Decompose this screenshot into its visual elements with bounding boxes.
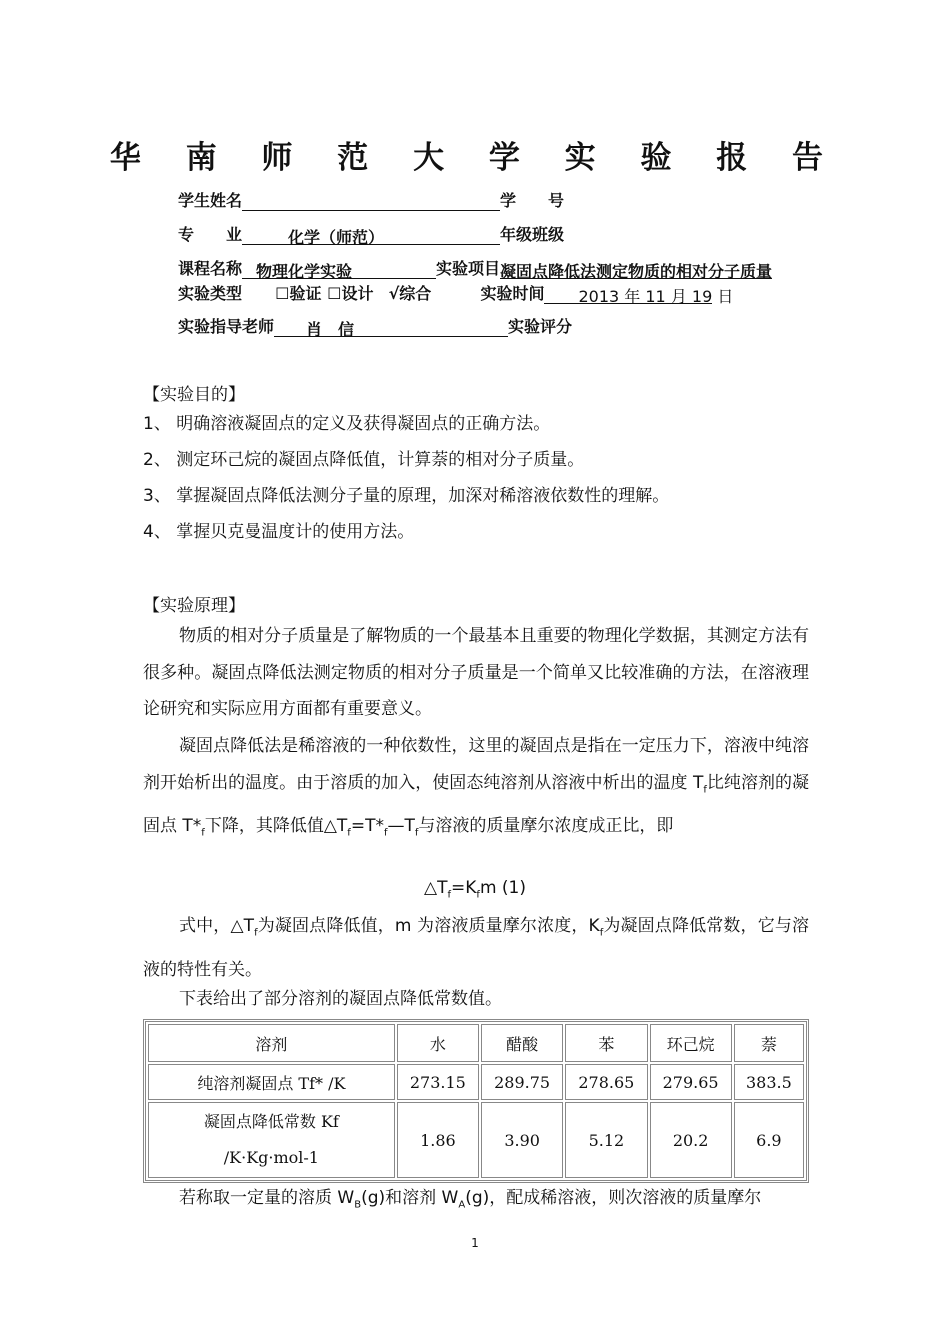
purpose-list	[143, 406, 669, 550]
score-label: 实验评分	[508, 317, 573, 336]
table-cell: 3.90	[481, 1102, 563, 1178]
principle-paragraph-2: 凝固点降低法是稀溶液的一种依数性，这里的凝固点是指在一定压力下，溶液中纯溶剂开始析出的温度。由于溶质的加入，使固态纯溶剂从溶液中析出的温度 $T_f$比纯溶剂的凝固点 $T*_f$下降，其降低值$\triangle T_f=T*_f—T_f$与溶液的质量摩尔浓度成正比，即	[143, 736, 809, 839]
major-value: 化学（师范）	[288, 228, 385, 247]
project-value: 凝固点降低法测定物质的相对分子质量	[500, 262, 773, 281]
course-row	[178, 256, 772, 279]
student-id-label: 学 号	[500, 191, 565, 210]
time-label: 实验时间	[480, 284, 545, 303]
table-cell: 20.2	[650, 1102, 732, 1178]
student-name-field	[242, 191, 500, 211]
table-header-cell: 萘	[734, 1024, 804, 1062]
purpose-item: 2、 测定环己烷的凝固点降低值，计算萘的相对分子质量。	[143, 450, 585, 470]
table-cell: 289.75	[481, 1064, 563, 1100]
teacher-row	[178, 314, 572, 337]
table-cell: 纯溶剂凝固点 Tf* /K	[148, 1064, 395, 1100]
type-option-verify: ☐验证	[275, 284, 322, 303]
table-header-row	[148, 1024, 804, 1062]
table-cell: 5.12	[565, 1102, 647, 1178]
purpose-item: 1、 明确溶液凝固点的定义及获得凝固点的正确方法。	[143, 414, 551, 434]
course-field	[242, 259, 436, 279]
principle-paragraph-1: 物质的相对分子质量是了解物质的一个最基本且重要的物理化学数据，其测定方法有很多种。凝固点降低法测定物质的相对分子质量是一个简单又比较准确的方法，在溶液理论研究和实际应用方面都有重要意义。	[143, 626, 809, 719]
major-row	[178, 222, 564, 245]
table-header-cell: 醋酸	[481, 1024, 563, 1062]
table-cell: 273.15	[397, 1064, 479, 1100]
major-label: 专 业	[178, 225, 243, 244]
student-name-label: 学生姓名	[178, 191, 243, 210]
table-header-cell: 溶剂	[148, 1024, 395, 1062]
purpose-item: 3、 掌握凝固点降低法测分子量的原理，加深对稀溶液依数性的理解。	[143, 486, 670, 506]
table-header-cell: 苯	[565, 1024, 647, 1062]
student-row	[178, 188, 564, 211]
table-header-cell: 水	[397, 1024, 479, 1062]
report-title: 华 南 师 范 大 学 实 验 报 告	[109, 140, 841, 176]
course-label: 课程名称	[178, 259, 243, 278]
type-option-design: ☐设计	[327, 284, 374, 303]
teacher-value: 肖 信	[306, 320, 355, 339]
table-header-cell: 环己烷	[650, 1024, 732, 1062]
purpose-item: 4、 掌握贝克曼温度计的使用方法。	[143, 522, 415, 542]
type-label: 实验类型	[178, 284, 243, 303]
type-option-comprehensive: √综合	[388, 284, 432, 303]
project-label: 实验项目	[436, 259, 501, 278]
table-cell: 1.86	[397, 1102, 479, 1178]
teacher-field	[274, 317, 508, 337]
principle-paragraph-5: 若称取一定量的溶质 $W_B(g)$和溶剂 $W_A(g)$，配成稀溶液，则次溶液的质量摩尔	[179, 1188, 762, 1211]
table-cell: 6.9	[734, 1102, 804, 1178]
table-row	[148, 1064, 804, 1100]
table-cell: 383.5	[734, 1064, 804, 1100]
table-cell: 279.65	[650, 1064, 732, 1100]
time-field	[544, 284, 734, 306]
page-number: 1	[471, 1236, 479, 1250]
type-row	[178, 281, 734, 306]
table-cell: 凝固点降低常数 Kf /K·Kg·mol-1	[148, 1102, 395, 1178]
course-value: 物理化学实验	[256, 262, 353, 281]
time-value: 2013 年 11 月 19 日	[578, 287, 734, 306]
teacher-label: 实验指导老师	[178, 317, 275, 336]
principle-paragraph-4: 下表给出了部分溶剂的凝固点降低常数值。	[179, 989, 502, 1009]
formula-1: $\triangle T_f=K_fm$ (1)	[424, 878, 526, 901]
major-field	[242, 225, 500, 245]
freezing-point-table	[143, 1019, 809, 1183]
table-cell: 278.65	[565, 1064, 647, 1100]
principle-heading: 【实验原理】	[143, 596, 245, 616]
table-row	[148, 1102, 804, 1178]
project-field	[500, 259, 772, 279]
purpose-heading: 【实验目的】	[143, 385, 245, 405]
principle-paragraph-3: 式中，$\triangle T_f$为凝固点降低值，m 为溶液质量摩尔浓度，$K_f$为凝固点降低常数，它与溶液的特性有关。	[143, 916, 809, 980]
grade-class-label: 年级班级	[500, 225, 565, 244]
